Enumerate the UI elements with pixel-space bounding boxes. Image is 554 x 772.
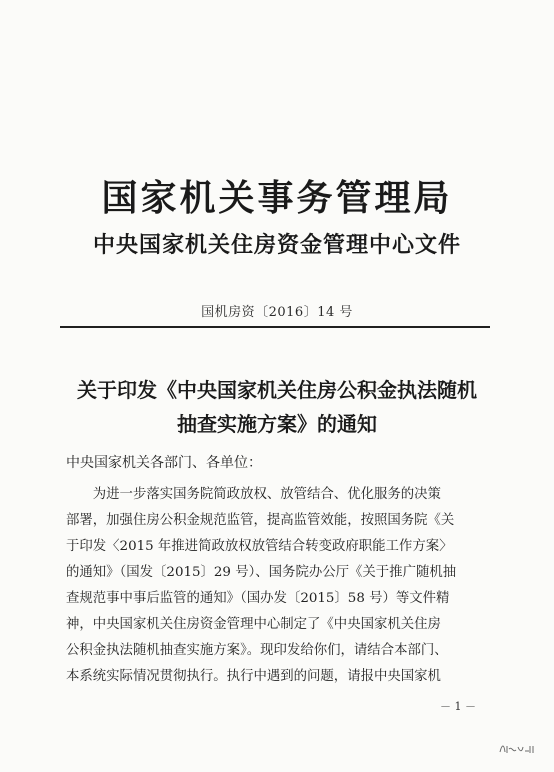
- body-line: 部署，加强住房公积金规范监管，提高监管效能，按照国务院《关: [66, 513, 455, 528]
- body-line: 神，中央国家机关住房资金管理中心制定了《中央国家机关住房: [66, 617, 441, 632]
- handwritten-signature-mark: [498, 738, 538, 758]
- page-number: － 1 －: [440, 700, 476, 713]
- issuing-organization-title: 国家机关事务管理局: [101, 177, 453, 219]
- body-line: 查规范事中事后监管的通知》（国办发〔2015〕58 号）等文件精: [66, 591, 450, 606]
- body-line: 公积金执法随机抽查实施方案》。现印发给你们，请结合本部门、: [66, 643, 448, 658]
- file-type-title: 中央国家机关住房资金管理中心文件: [92, 232, 461, 258]
- body-line: 于印发〈2015 年推进简政放权放管结合转变政府职能工作方案〉: [66, 539, 453, 554]
- notice-body: [66, 482, 491, 690]
- header-divider-line: [60, 326, 490, 328]
- document-number: 国机房资〔2016〕14 号: [201, 305, 353, 320]
- salutation: 中央国家机关各部门、各单位：: [66, 455, 262, 471]
- body-line: 为进一步落实国务院简政放权、放管结合、优化服务的决策: [66, 487, 441, 502]
- notice-title-line: 抽查实施方案》的通知: [177, 412, 377, 436]
- notice-title: [0, 373, 554, 441]
- notice-title-line: 关于印发《中央国家机关住房公积金执法随机: [77, 378, 477, 402]
- body-line: 本系统实际情况贯彻执行。执行中遇到的问题，请报中央国家机: [66, 669, 441, 684]
- body-line: 的通知》（国发〔2015〕29 号）、国务院办公厅《关于推广随机抽: [66, 565, 457, 580]
